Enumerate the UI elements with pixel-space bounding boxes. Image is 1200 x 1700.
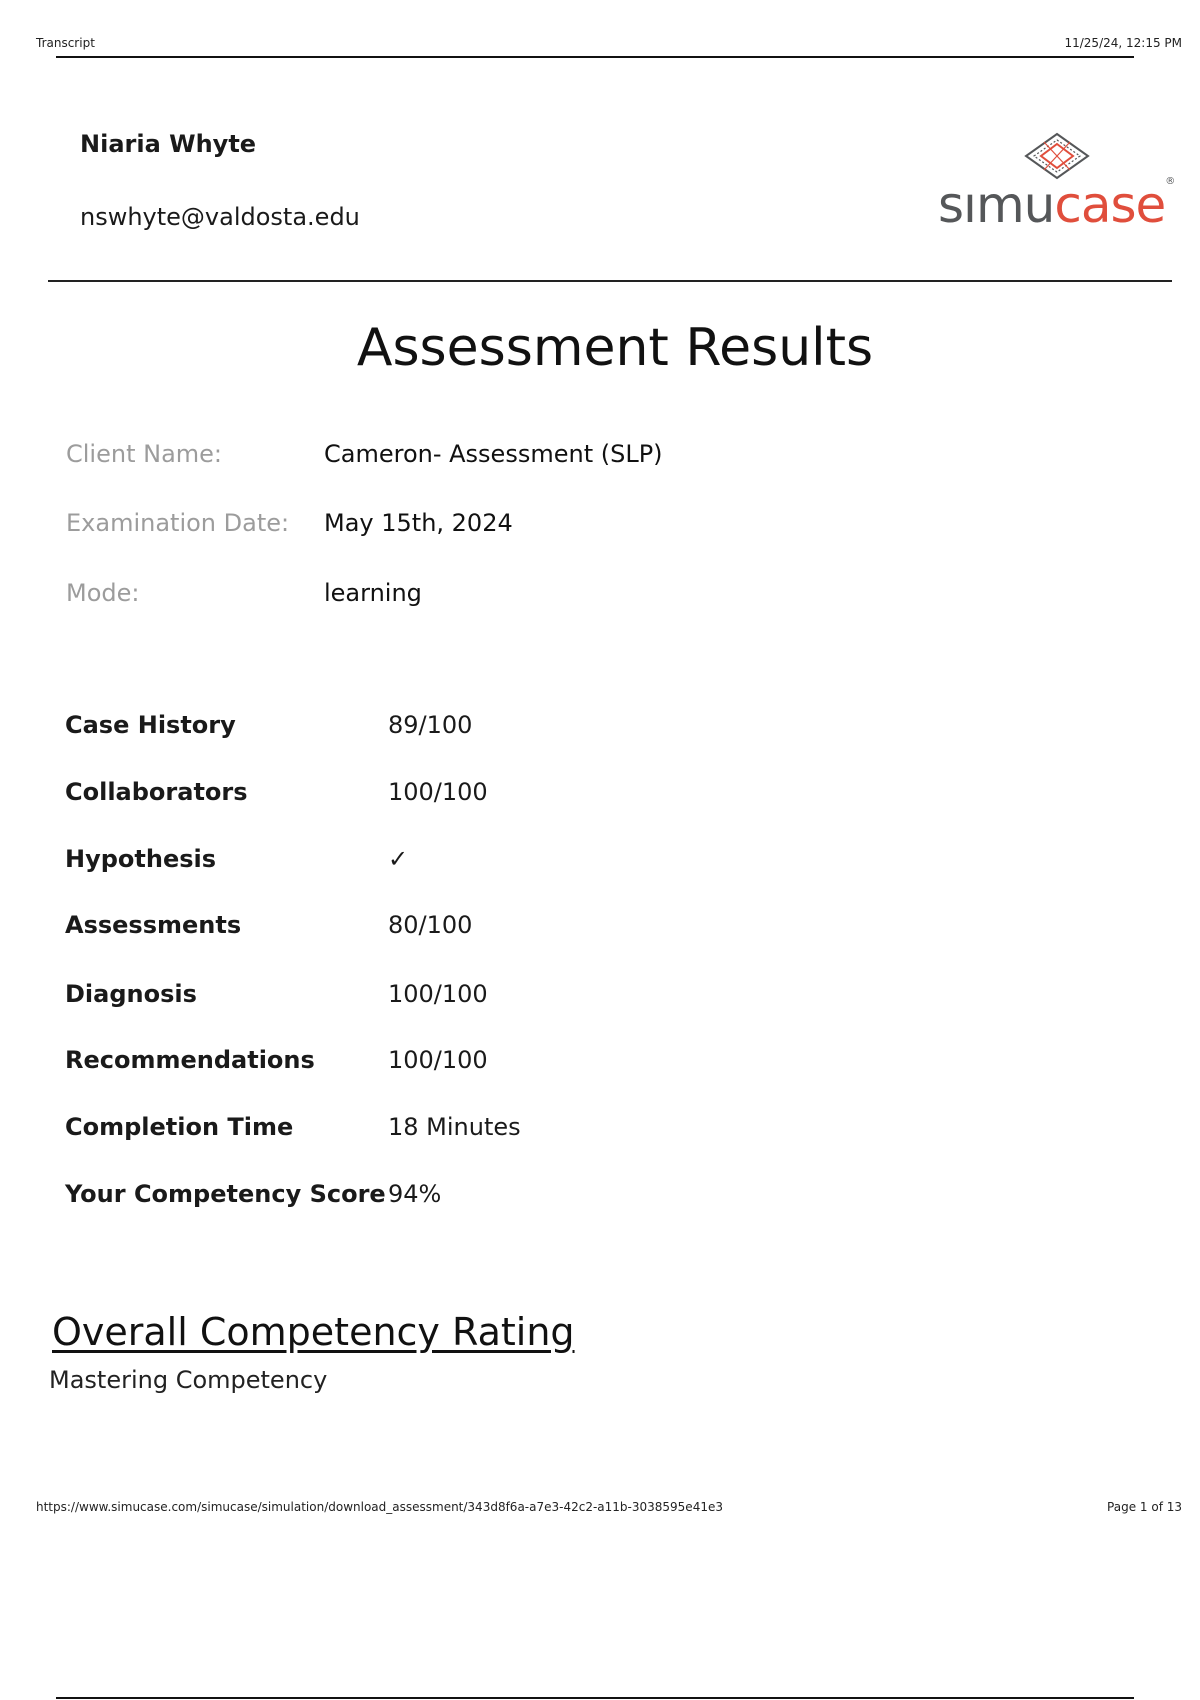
print-header-datetime: 11/25/24, 12:15 PM xyxy=(1064,36,1182,50)
score-label-case-history: Case History xyxy=(65,711,236,739)
mode-value: learning xyxy=(324,579,422,607)
score-value-recommendations: 100/100 xyxy=(388,1046,488,1074)
score-label-diagnosis: Diagnosis xyxy=(65,980,197,1008)
simucase-wordmark: sımucase® xyxy=(938,176,1175,234)
score-value-competency-score: 94% xyxy=(388,1180,442,1208)
mode-label: Mode: xyxy=(66,579,140,607)
client-name-label: Client Name: xyxy=(66,440,222,468)
user-name: Niaria Whyte xyxy=(80,130,257,158)
examination-date-value: May 15th, 2024 xyxy=(324,509,513,537)
user-email: nswhyte@valdosta.edu xyxy=(80,203,360,231)
score-label-competency-score: Your Competency Score xyxy=(65,1180,386,1208)
score-label-assessments: Assessments xyxy=(65,911,242,939)
score-value-assessments: 80/100 xyxy=(388,911,473,939)
page-title: Assessment Results xyxy=(356,318,874,378)
score-value-collaborators: 100/100 xyxy=(388,778,488,806)
print-footer-url: https://www.simucase.com/simucase/simulation/download_assessment/343d8f6a-a7e3-42c2-a11b-3038595e41e3 xyxy=(36,1500,723,1514)
score-value-hypothesis: ✓ xyxy=(388,845,409,873)
score-value-case-history: 89/100 xyxy=(388,711,473,739)
header-divider xyxy=(56,56,1134,58)
print-footer-page-number: Page 1 of 13 xyxy=(1107,1500,1182,1514)
section-divider xyxy=(48,280,1172,282)
overall-competency-value: Mastering Competency xyxy=(49,1366,328,1394)
page-bottom-divider xyxy=(56,1697,1134,1699)
score-label-completion-time: Completion Time xyxy=(65,1113,294,1141)
examination-date-label: Examination Date: xyxy=(66,509,290,537)
overall-competency-heading: Overall Competency Rating xyxy=(52,1310,575,1354)
simucase-diamond-icon xyxy=(1022,132,1092,182)
simucase-logo xyxy=(938,132,1188,232)
score-value-completion-time: 18 Minutes xyxy=(388,1113,521,1141)
score-label-hypothesis: Hypothesis xyxy=(65,845,217,873)
score-value-diagnosis: 100/100 xyxy=(388,980,488,1008)
score-label-collaborators: Collaborators xyxy=(65,778,248,806)
print-header-title: Transcript xyxy=(36,36,95,50)
client-name-value: Cameron- Assessment (SLP) xyxy=(324,440,663,468)
score-label-recommendations: Recommendations xyxy=(65,1046,315,1074)
